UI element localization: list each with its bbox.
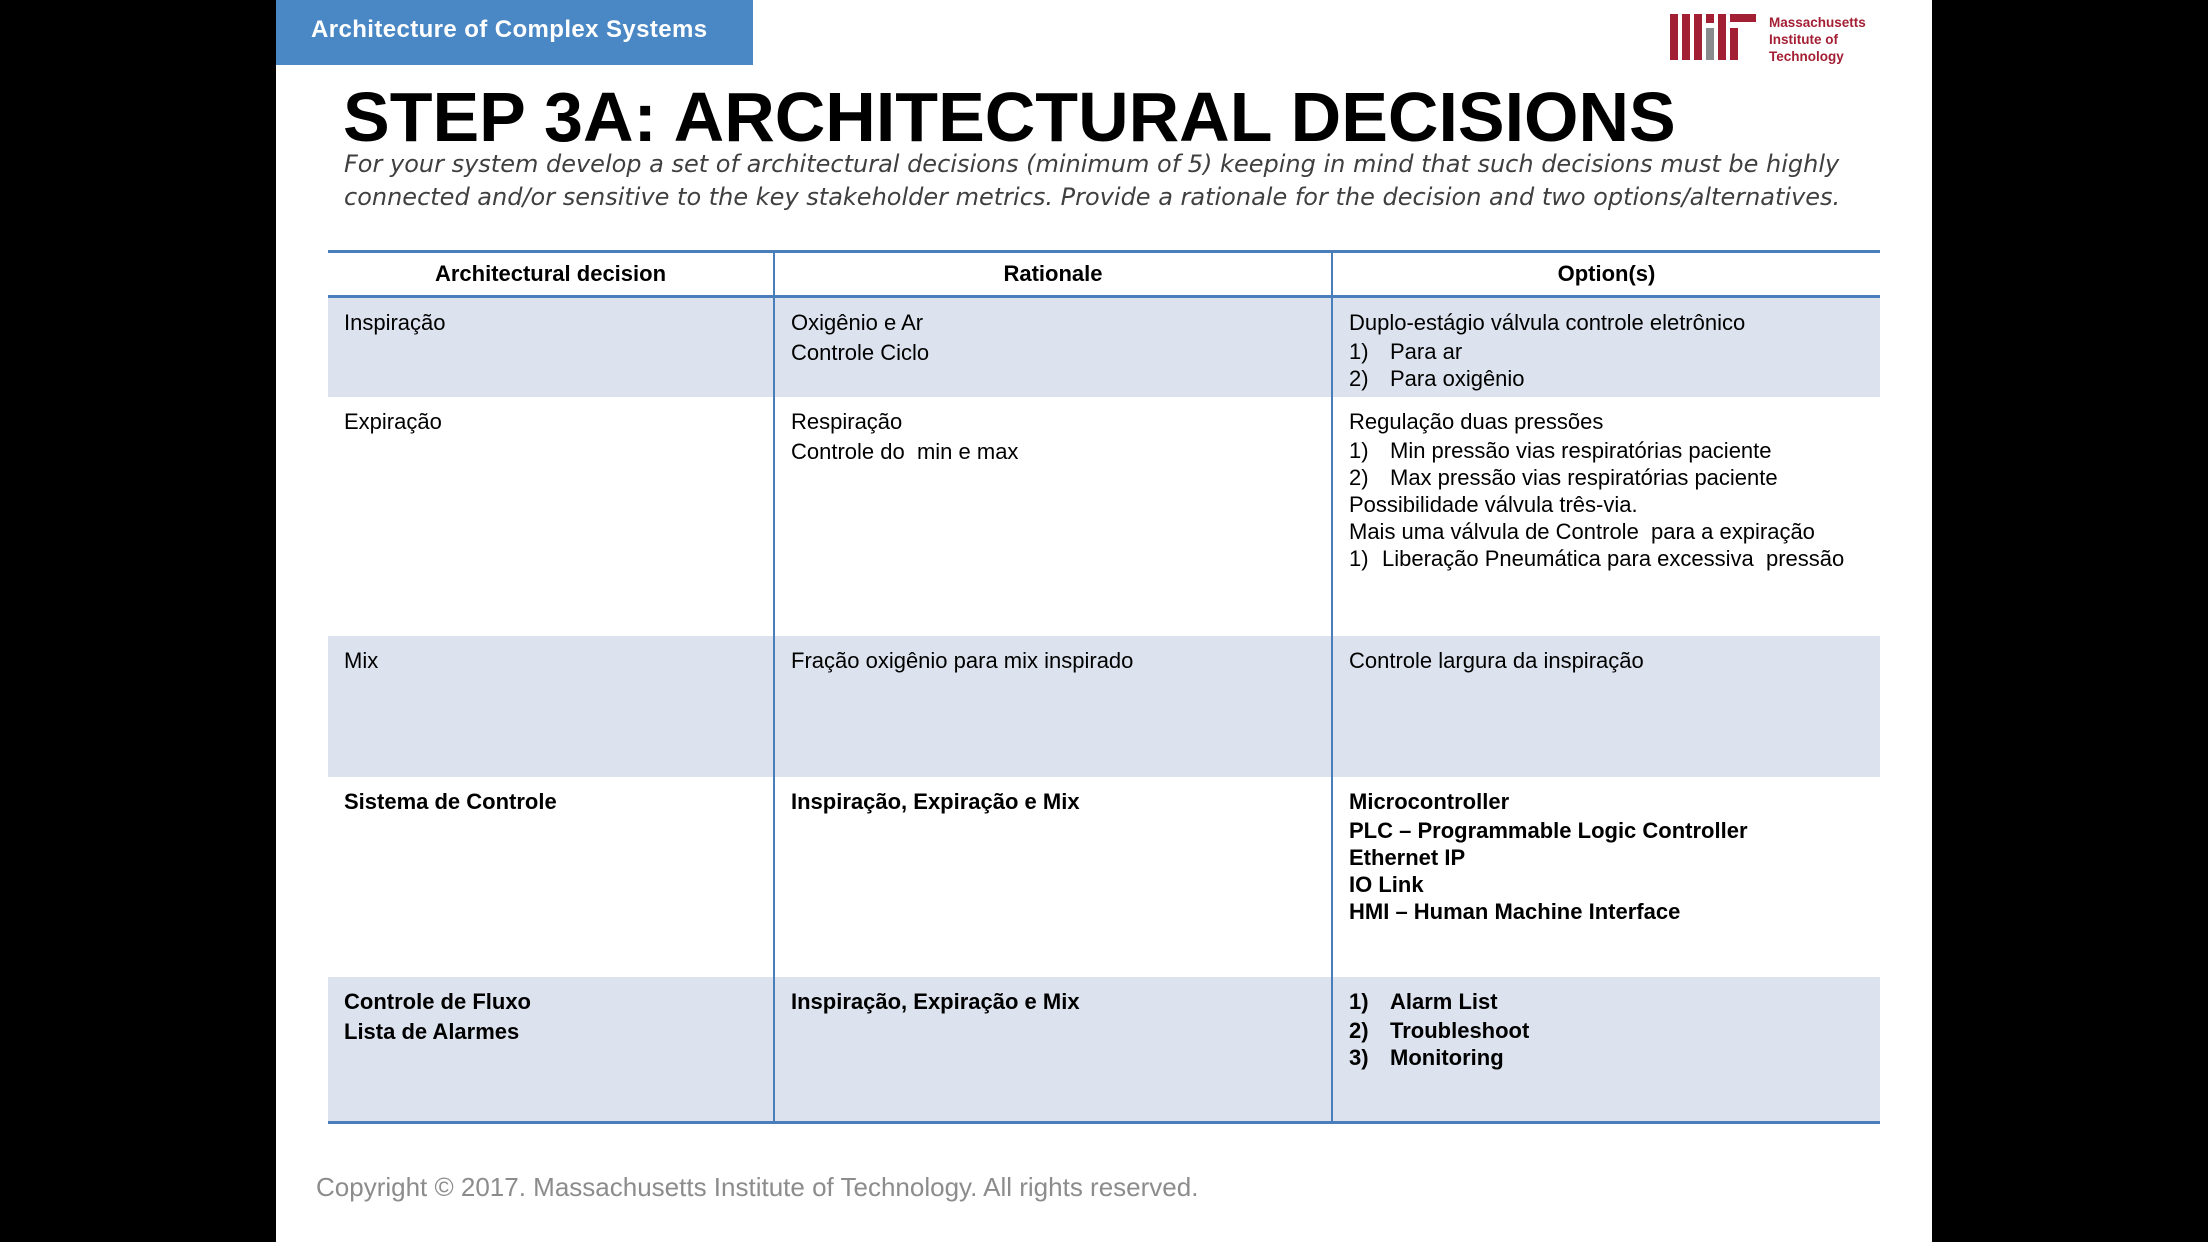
option-item — [1349, 338, 1864, 365]
option-text: IO Link — [1349, 871, 1424, 897]
rationale-text: Inspiração, Expiração e Mix — [791, 788, 1080, 814]
logo-line: Massachusetts — [1769, 15, 1866, 30]
decision-text: Lista de Alarmes — [344, 1018, 520, 1044]
decision-text: Inspiração — [344, 310, 446, 335]
option-text: Ethernet IP — [1349, 844, 1466, 870]
rationale-cell — [774, 636, 1332, 777]
table-header-row — [328, 252, 1880, 297]
rationale-text: Respiração — [791, 408, 903, 434]
rationale-cell — [774, 777, 1332, 977]
options-cell — [1332, 777, 1880, 977]
slide-subtitle: For your system develop a set of architectural decisions (minimum of 5) keeping in mind that such decisions must be highly connected and/or sensitive to the key stakeholder metrics. Provide a rationale for the decision and two options/alternatives. — [344, 150, 1841, 211]
option-number: 2) — [1349, 464, 1369, 490]
option-item — [1349, 987, 1864, 1017]
options-cell — [1332, 397, 1880, 636]
option-text: Para ar — [1390, 339, 1463, 364]
option-item — [1349, 464, 1864, 491]
table-row — [328, 977, 1880, 1123]
option-text: Monitoring — [1390, 1044, 1504, 1070]
option-text: Duplo-estágio válvula controle eletrônico — [1349, 310, 1746, 335]
rationale-text: Oxigênio e Ar — [791, 310, 924, 335]
rationale-cell — [774, 297, 1332, 397]
option-number: 3) — [1349, 1044, 1369, 1070]
table-row — [328, 636, 1880, 777]
architectural-decisions-table — [328, 250, 1880, 1124]
rationale-text: Fração oxigênio para mix inspirado — [791, 647, 1134, 673]
column-header-decision: Architectural decision — [328, 252, 774, 297]
option-item — [1349, 437, 1864, 464]
table-row — [328, 777, 1880, 977]
logo-line: Institute of — [1769, 32, 1838, 47]
option-text: Mais uma válvula de Controle para a expiração — [1349, 518, 1815, 544]
logo-line: Technology — [1769, 49, 1844, 64]
copyright-footer: Copyright © 2017. Massachusetts Institute of Technology. All rights reserved. — [316, 1172, 1199, 1202]
option-text: Liberação Pneumática para excessiva pressão — [1382, 545, 1845, 571]
decision-text: Sistema de Controle — [344, 788, 557, 814]
decision-text: Expiração — [344, 408, 442, 434]
decision-cell — [328, 777, 774, 977]
rationale-text: Inspiração, Expiração e Mix — [791, 988, 1080, 1014]
option-number: 1) — [1349, 437, 1369, 463]
option-text: Possibilidade válvula três-via. — [1349, 491, 1638, 517]
table-row — [328, 397, 1880, 636]
option-text: Alarm List — [1390, 988, 1498, 1014]
option-text: HMI – Human Machine Interface — [1349, 898, 1681, 924]
option-text: Max pressão vias respiratórias paciente — [1390, 464, 1778, 490]
option-number: 2) — [1349, 366, 1369, 391]
option-item — [1349, 545, 1864, 572]
option-text: Microcontroller — [1349, 788, 1510, 814]
options-cell — [1332, 297, 1880, 397]
option-text: Controle largura da inspiração — [1349, 647, 1644, 673]
table-row — [328, 297, 1880, 397]
decision-cell — [328, 397, 774, 636]
option-text: Min pressão vias respiratórias paciente — [1390, 437, 1772, 463]
mit-logo-wordmark — [1769, 14, 1881, 65]
option-text: Troubleshoot — [1390, 1017, 1530, 1043]
option-item — [1349, 1017, 1864, 1044]
mit-logo-icon — [1670, 14, 1756, 60]
option-text: Para oxigênio — [1390, 366, 1525, 391]
mit-logo — [1670, 14, 1880, 68]
decision-cell — [328, 977, 774, 1123]
rationale-text: Controle do min e max — [791, 438, 1019, 464]
decision-text: Controle de Fluxo — [344, 988, 531, 1014]
option-number: 2) — [1349, 1017, 1369, 1043]
course-title: Architecture of Complex Systems — [311, 16, 708, 43]
slide — [276, 0, 1932, 1242]
options-cell — [1332, 977, 1880, 1123]
course-title-tab — [276, 0, 753, 65]
column-header-rationale: Rationale — [774, 252, 1332, 297]
rationale-text: Controle Ciclo — [791, 340, 930, 365]
decision-cell — [328, 636, 774, 777]
options-cell — [1332, 636, 1880, 777]
decision-text: Mix — [344, 647, 379, 673]
column-header-options: Option(s) — [1332, 252, 1880, 297]
decision-cell — [328, 297, 774, 397]
rationale-cell — [774, 397, 1332, 636]
rationale-cell — [774, 977, 1332, 1123]
option-text: PLC – Programmable Logic Controller — [1349, 817, 1748, 843]
option-text: Regulação duas pressões — [1349, 408, 1604, 434]
option-item — [1349, 365, 1864, 392]
option-number: 1) — [1349, 988, 1369, 1014]
slide-title: STEP 3A: ARCHITECTURAL DECISIONS — [343, 78, 1676, 156]
option-number: 1) — [1349, 339, 1369, 364]
option-number: 1) — [1349, 545, 1369, 571]
option-item — [1349, 1044, 1864, 1071]
